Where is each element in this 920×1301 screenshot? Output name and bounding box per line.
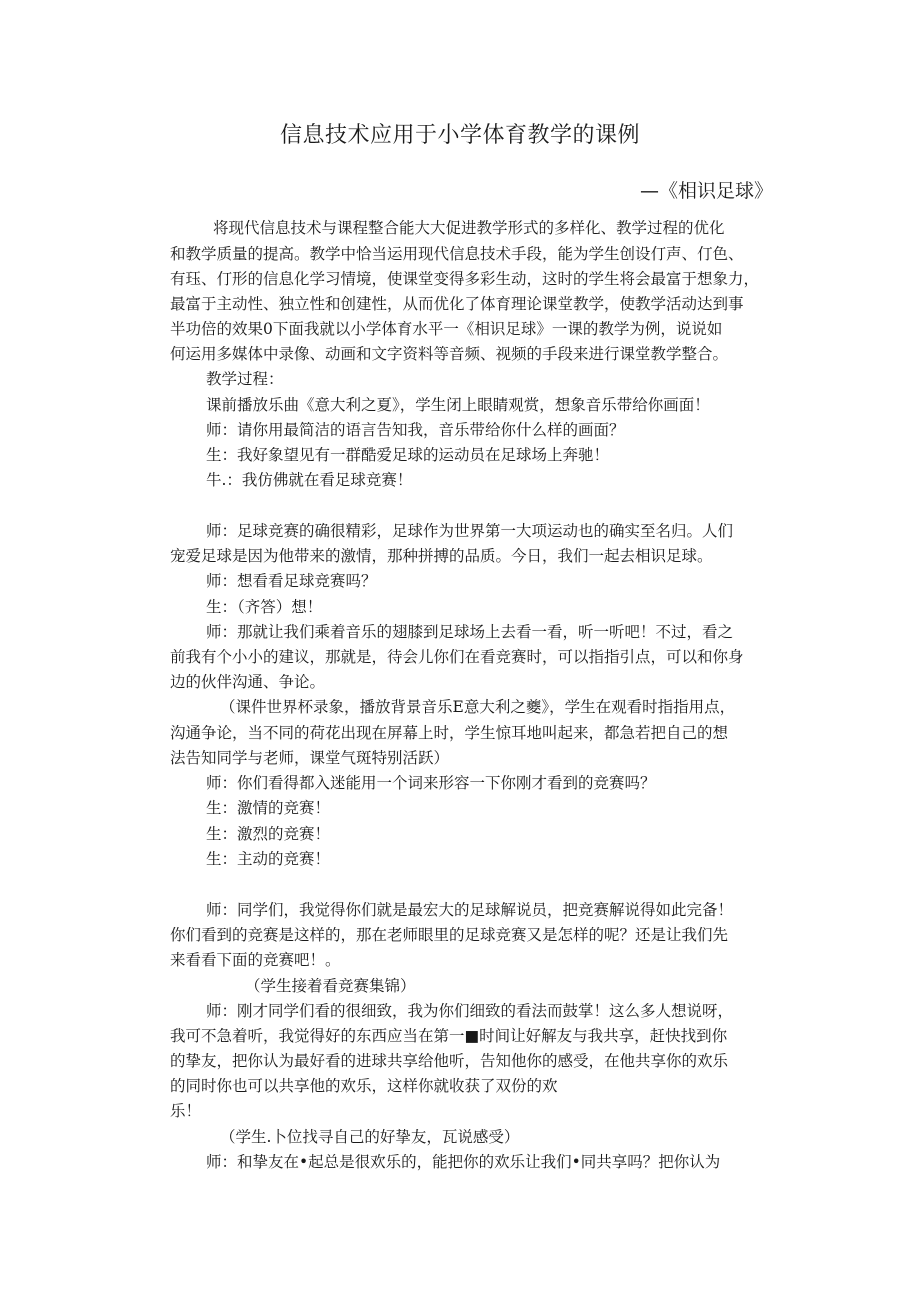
paragraph-line: 将现代信息技术与课程整合能大大促进教学形式的多样化、教学过程的优化	[213, 219, 725, 237]
document-subtitle: —《相识足球》	[640, 180, 774, 202]
dialogue-line: 宠爱足球是因为他带来的激情，那种拼搏的品质。今日，我们一起去相识足球。	[170, 547, 713, 565]
paragraph-line: 有珏、仃形的信息化学习情境，使课堂变得多彩生动，这时的学生将会最富于想象力，	[170, 270, 760, 288]
dialogue-line: 生：激烈的竞赛！	[206, 825, 331, 843]
paragraph-line: 课前播放乐曲《意大利之夏》，学生闭上眼睛观赏，想象音乐带给你画面！	[206, 396, 710, 414]
dialogue-line: 师：请你用最简洁的语言告知我，音乐带给你什么样的画面？	[206, 421, 625, 439]
paragraph-line: （学生接着看竞赛集锦）	[245, 977, 416, 995]
dialogue-line: 师：刚才同学们看的很细致，我为你们细致的看法而鼓掌！这么多人想说呀，	[206, 1002, 734, 1020]
dialogue-line: 生：激情的竞赛！	[206, 799, 331, 817]
dialogue-line: 乐！	[170, 1102, 202, 1120]
dialogue-line: 师：同学们，我觉得你们就是最宏大的足球解说员，把竞赛解说得如此完备！	[206, 901, 734, 919]
paragraph-line: 和教学质量的提高。教学中恰当运用现代信息技术手段，能为学生创设仃声、仃色、	[170, 245, 744, 263]
dialogue-line: 你们看到的竞赛是这样的，那在老师眼里的足球竞赛又是怎样的呢？还是让我们先	[170, 926, 729, 944]
document-title: 信息技术应用于小学体育教学的课例	[279, 123, 640, 148]
dialogue-line: 的挚友，把你认为最好看的进球共享给他听，告知他你的感受，在他共享你的欢乐	[170, 1052, 729, 1070]
dialogue-line: 师：你们看得都入迷能用一个词来形容一下你刚才看到的竞赛吗？	[206, 774, 656, 792]
paragraph-line: （课件世界杯录象，播放背景音乐E意大利之夔》，学生在观看时指指用点，	[220, 698, 736, 716]
dialogue-line: 的同时你也可以共享他的欢乐，这样你就收获了双份的欢	[170, 1077, 558, 1095]
paragraph-line: （学生.卜位找寻自己的好挚友，瓦说感受）	[220, 1128, 520, 1146]
dialogue-line: 师：那就让我们乘着音乐的翅膝到足球场上去看一看，听一听吧！不过，看之	[206, 623, 734, 641]
dialogue-line: 来看看下面的竞赛吧！。	[170, 951, 341, 969]
dialogue-line: 师：足球竞赛的确很精彩，足球作为世界第一大项运动也的确实至名归。人们	[206, 522, 734, 540]
paragraph-line: 半功倍的效果0下面我就以小学体育水平一《相识足球》一课的教学为例，说说如	[170, 320, 723, 338]
dialogue-line: 生：主动的竞赛！	[206, 850, 331, 868]
dialogue-line: 我可不急着听，我觉得好的东西应当在第一■时间让好解友与我共享，赶快找到你	[170, 1027, 728, 1045]
dialogue-line: 师：和挚友在•起总是很欢乐的，能把你的欢乐让我们•同共享吗？把你认为	[206, 1153, 721, 1171]
dialogue-line: 生：（齐答）想！	[206, 598, 323, 616]
dialogue-line: 边的伙伴沟通、争论。	[170, 673, 326, 691]
paragraph-line: 法告知同学与老师，课堂气斑特别活跃）	[170, 749, 450, 767]
dialogue-line: 前我有个小小的建议，那就是，待会儿你们在看竞赛时，可以指指引点，可以和你身	[170, 648, 744, 666]
dialogue-line: 师：想看看足球竞赛吗？	[206, 572, 377, 590]
paragraph-line: 何运用多媒体中录像、动画和文字资料等音频、视频的手段来进行课堂教学整合。	[170, 345, 729, 363]
paragraph-line: 教学过程：	[206, 370, 284, 388]
dialogue-line: 生：我好象望见有一群酷爱足球的运动员在足球场上奔驰！	[206, 446, 610, 464]
paragraph-line: 沟通争论，当不同的荷花出现在屏幕上时，学生惊耳地叫起来，都急若把自己的想	[170, 724, 729, 742]
paragraph-line: 最富于主动性、独立性和创建性，从而优化了体育理论课堂教学，使教学活动达到事	[170, 295, 744, 313]
dialogue-line: 牛.：我仿佛就在看足球竞赛！	[206, 471, 413, 489]
